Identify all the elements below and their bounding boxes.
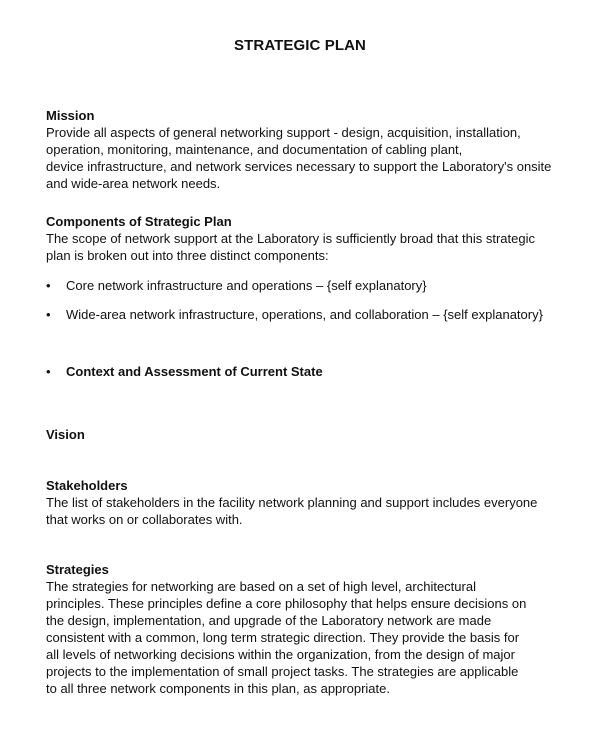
strategies-line: principles. These principles define a core philosophy that helps ensure decisions on (46, 596, 527, 611)
components-section (46, 213, 566, 264)
bullet-icon: • (46, 278, 51, 293)
strategies-line: projects to the implementation of small project tasks. The strategies are applicable (46, 664, 519, 679)
stakeholders-line: The list of stakeholders in the facility network planning and support includes everyone (46, 495, 538, 510)
mission-line: operation, monitoring, maintenance, and documentation of cabling plant, (46, 142, 463, 157)
strategies-heading: Strategies (46, 562, 109, 577)
mission-line: and wide-area network needs. (46, 176, 221, 191)
bullet-icon: • (46, 364, 51, 379)
components-line: The scope of network support at the Laboratory is sufficiently broad that this strategic (46, 231, 535, 246)
strategies-line: the design, implementation, and upgrade of the Laboratory network are made (46, 613, 492, 628)
vision-heading: Vision (46, 427, 85, 442)
strategies-line: to all three network components in this plan, as appropriate. (46, 681, 390, 696)
mission-heading: Mission (46, 108, 95, 123)
mission-line: Provide all aspects of general networking support - design, acquisition, installation, (46, 125, 521, 140)
bullet-text: Wide-area network infrastructure, operations, and collaboration – {self explanatory} (66, 307, 543, 322)
components-line: plan is broken out into three distinct components: (46, 248, 329, 263)
strategies-section (46, 561, 566, 697)
bullet-text: Context and Assessment of Current State (66, 364, 323, 379)
stakeholders-heading: Stakeholders (46, 478, 128, 493)
strategies-line: The strategies for networking are based on a set of high level, architectural (46, 579, 476, 594)
bullet-text: Core network infrastructure and operations – {self explanatory} (66, 278, 427, 293)
list-item (46, 277, 576, 294)
components-heading: Components of Strategic Plan (46, 214, 232, 229)
list-item (46, 306, 576, 323)
vision-section (46, 426, 566, 443)
strategies-line: all levels of networking decisions within the organization, from the design of major (46, 647, 515, 662)
list-item (46, 363, 576, 380)
stakeholders-section (46, 477, 566, 528)
mission-line: device infrastructure, and network services necessary to support the Laboratory's onsite (46, 159, 552, 174)
stakeholders-line: that works on or collaborates with. (46, 512, 243, 527)
strategies-line: consistent with a common, long term strategic direction. They provide the basis for (46, 630, 520, 645)
bullet-icon: • (46, 307, 51, 322)
mission-section (46, 107, 566, 192)
document-title: STRATEGIC PLAN (234, 37, 366, 54)
